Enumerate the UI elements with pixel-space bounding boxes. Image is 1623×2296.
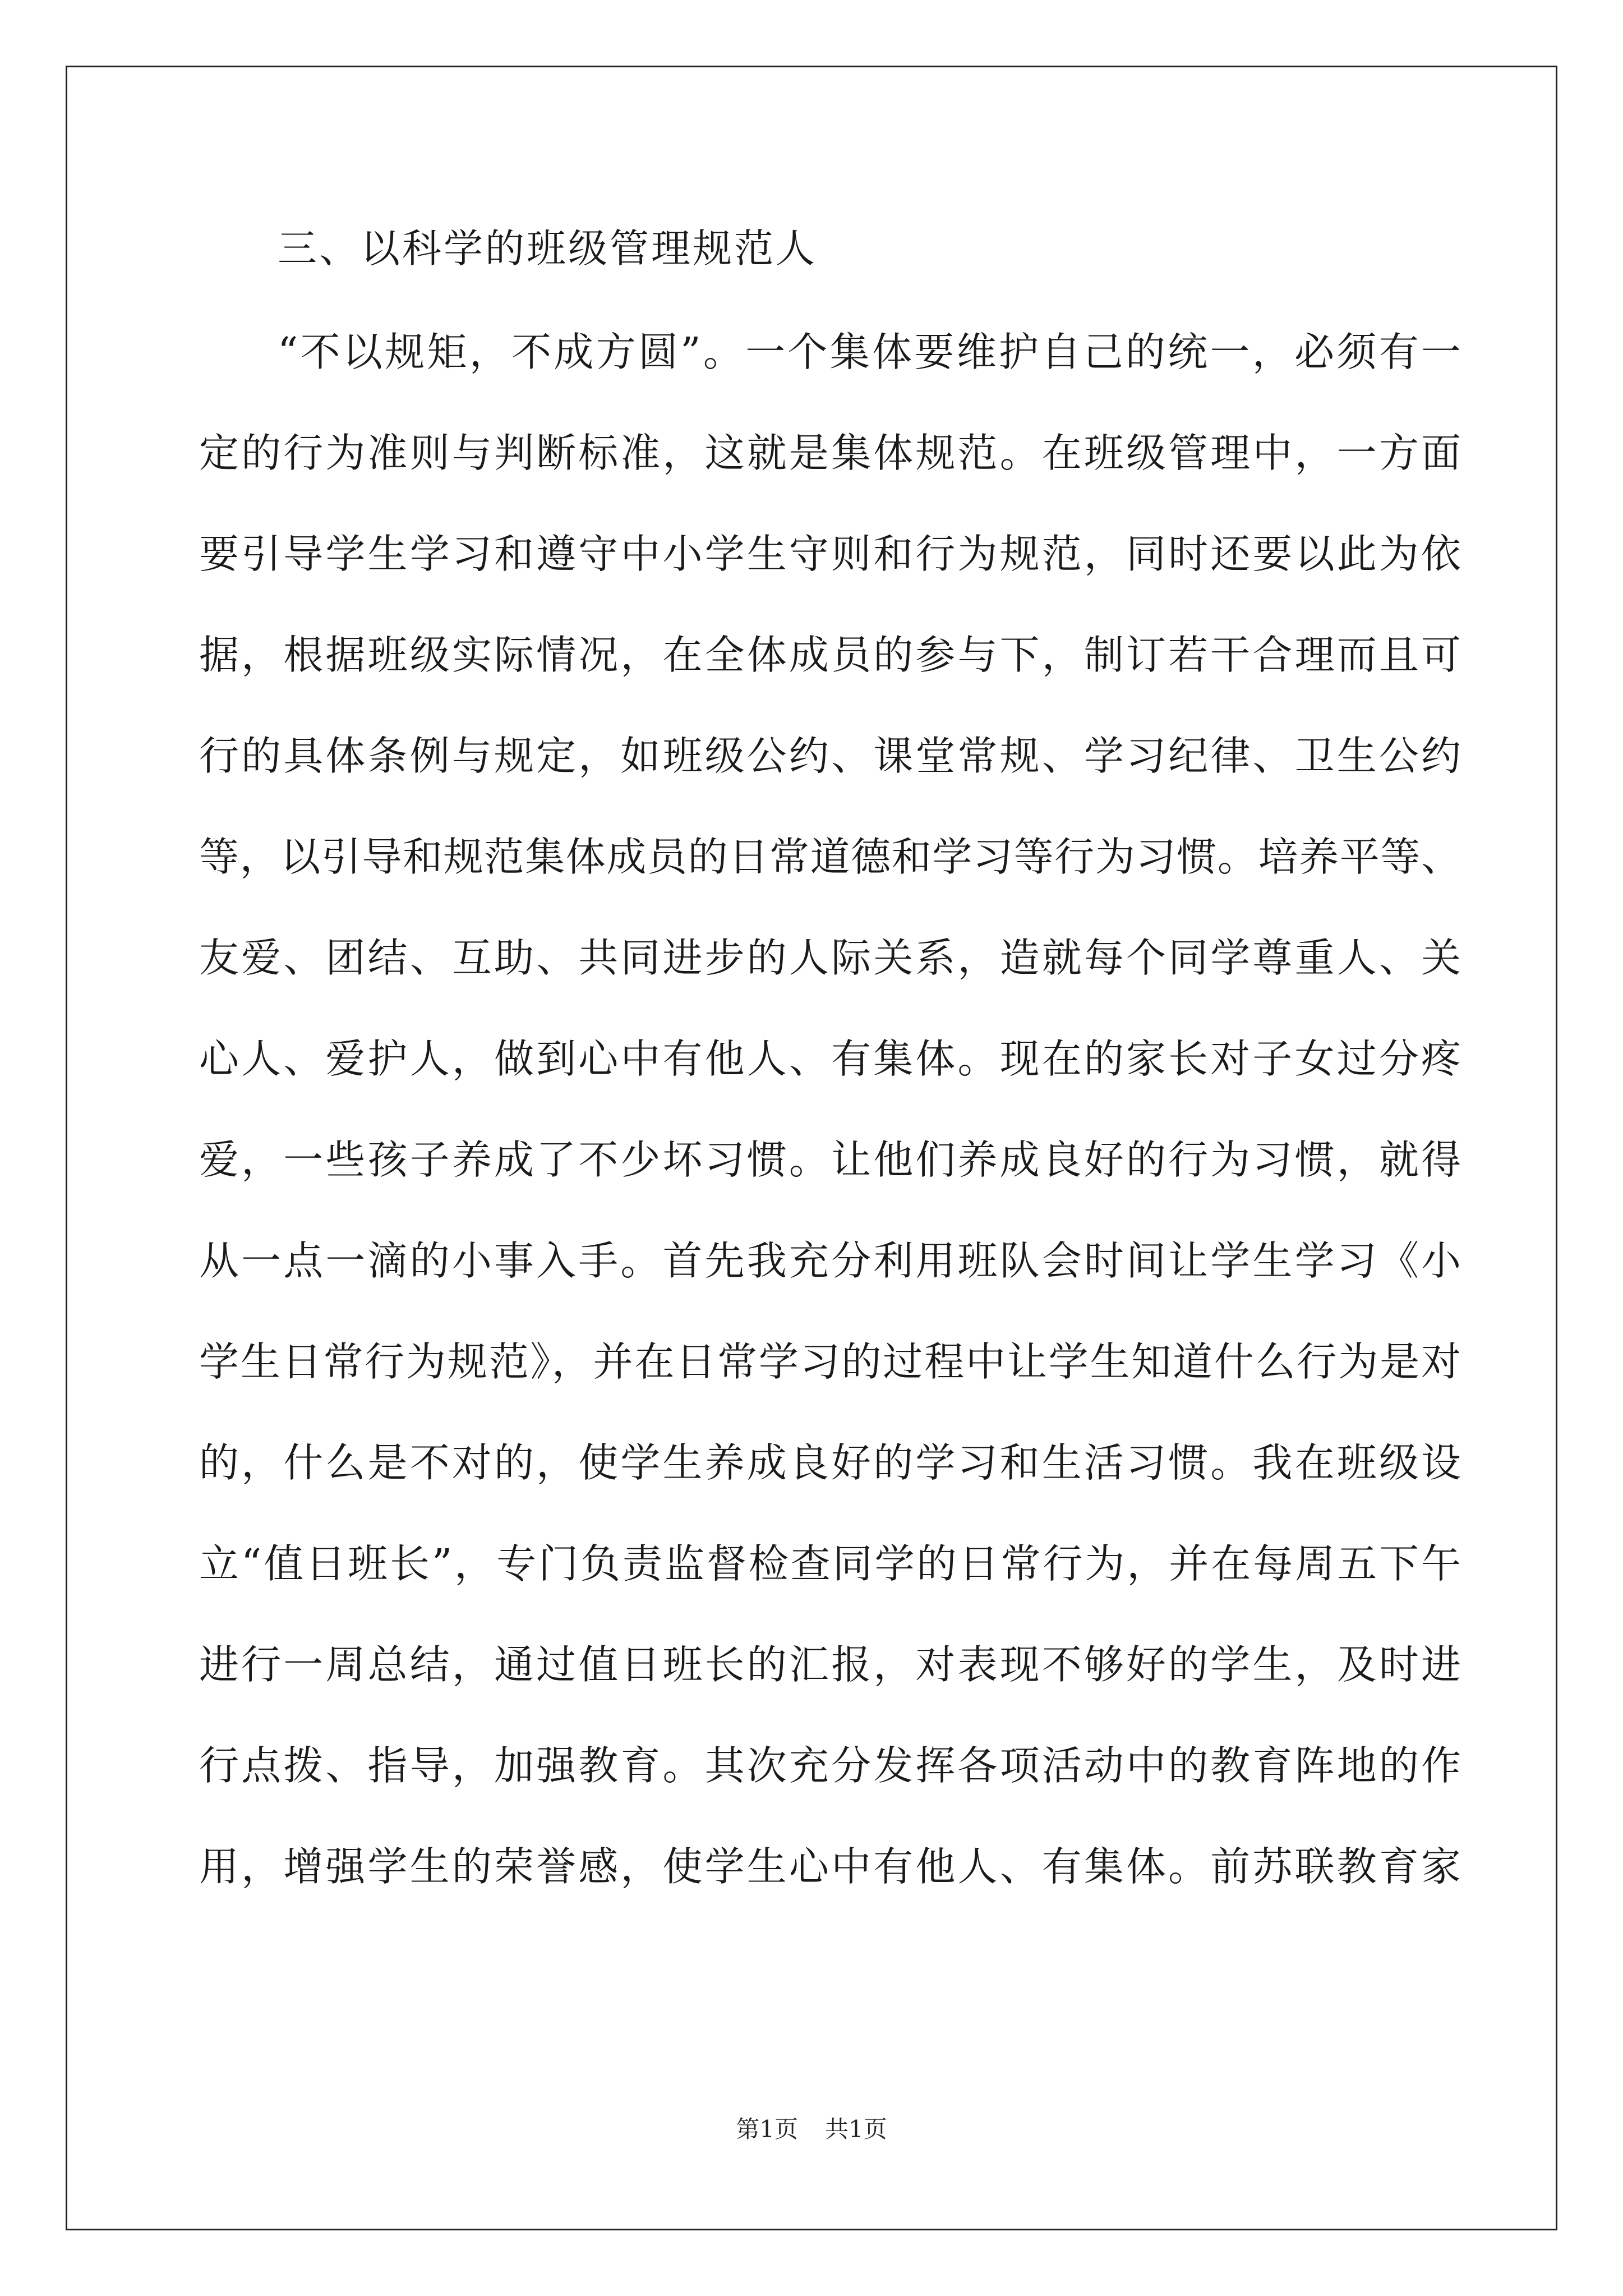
page-number: 第1页 — [736, 2115, 798, 2143]
paragraph-line: 的，什么是不对的，使学生养成良好的学习和生活习惯。我在班级设 — [199, 1439, 1461, 1486]
paragraph-line: 用，增强学生的荣誉感，使学生心中有他人、有集体。前苏联教育家 — [199, 1843, 1461, 1890]
section-heading: 三、以科学的班级管理规范人 — [278, 226, 817, 272]
paragraph-line: 定的行为准则与判断标准，这就是集体规范。在班级管理中，一方面 — [199, 430, 1461, 476]
page-total: 共1页 — [825, 2115, 887, 2143]
paragraph-line: 友爱、团结、互助、共同进步的人际关系，造就每个同学尊重人、关 — [199, 935, 1461, 981]
paragraph-line: 行点拨、指导，加强教育。其次充分发挥各项活动中的教育阵地的作 — [199, 1742, 1461, 1789]
paragraph-line: 等，以引导和规范集体成员的日常道德和学习等行为习惯。培养平等、 — [199, 834, 1461, 880]
paragraph-line: 立“值日班长”，专门负责监督检查同学的日常行为，并在每周五下午 — [199, 1540, 1461, 1587]
paragraph-line: 心人、爱护人，做到心中有他人、有集体。现在的家长对子女过分疼 — [199, 1036, 1461, 1082]
paragraph-line: “不以规矩，不成方圆”。一个集体要维护自己的统一，必须有一 — [278, 329, 1461, 375]
paragraph-line: 行的具体条例与规定，如班级公约、课堂常规、学习纪律、卫生公约 — [199, 733, 1461, 779]
paragraph-line: 学生日常行为规范》，并在日常学习的过程中让学生知道什么行为是对 — [199, 1338, 1461, 1385]
page-footer — [0, 2113, 1623, 2146]
paragraph-line: 爱，一些孩子养成了不少坏习惯。让他们养成良好的行为习惯，就得 — [199, 1137, 1461, 1183]
paragraph-line: 据，根据班级实际情况，在全体成员的参与下，制订若干合理而且可 — [199, 632, 1461, 678]
paragraph-line: 要引导学生学习和遵守中小学生守则和行为规范，同时还要以此为依 — [199, 531, 1461, 577]
paragraph-line: 进行一周总结，通过值日班长的汇报，对表现不够好的学生，及时进 — [199, 1641, 1461, 1688]
paragraph-line: 从一点一滴的小事入手。首先我充分利用班队会时间让学生学习《小 — [199, 1237, 1461, 1284]
